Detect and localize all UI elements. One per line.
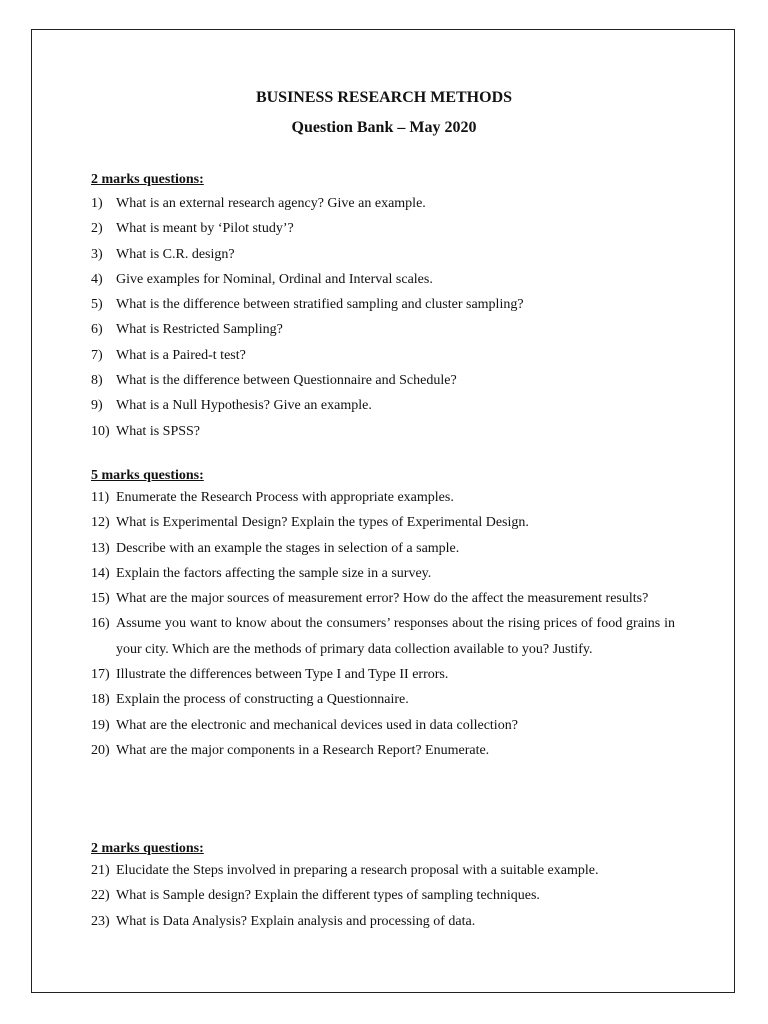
question-list — [91, 191, 675, 444]
section-heading: 2 marks questions: — [91, 841, 204, 856]
question-text: Assume you want to know about the consumers’ responses about the rising prices of food grains in your city. Which are the methods of primary data collection available to you? Justify. — [116, 616, 675, 657]
question-number: 8) — [91, 373, 103, 389]
question-item — [91, 485, 675, 510]
document-subtitle: Question Bank – May 2020 — [291, 119, 477, 136]
question-number: 2) — [91, 221, 103, 237]
question-number: 14) — [91, 565, 110, 581]
question-number: 20) — [91, 742, 110, 758]
question-item — [91, 909, 675, 934]
question-number: 6) — [91, 322, 103, 338]
question-item — [91, 662, 675, 687]
question-item — [91, 713, 675, 738]
question-number: 10) — [91, 423, 110, 439]
question-item — [91, 419, 675, 444]
question-text: What is SPSS? — [116, 423, 201, 439]
question-text: Describe with an example the stages in selection of a sample. — [116, 540, 460, 556]
question-number: 23) — [91, 913, 110, 929]
question-text: Elucidate the Steps involved in preparing a research proposal with a suitable example. — [116, 863, 599, 878]
question-number: 11) — [91, 490, 110, 505]
question-number: 3) — [91, 246, 103, 262]
question-item — [91, 343, 675, 368]
question-item — [91, 267, 675, 292]
question-number: 4) — [91, 271, 103, 287]
question-text: Explain the factors affecting the sample size in a survey. — [116, 565, 432, 581]
section-2-marks — [91, 171, 675, 444]
question-number: 12) — [91, 515, 110, 531]
question-number: 13) — [91, 540, 110, 556]
question-item — [91, 292, 675, 317]
section-2-marks-final — [91, 840, 675, 934]
question-text: What is an external research agency? Give an example. — [116, 196, 426, 211]
question-text: Enumerate the Research Process with appropriate examples. — [116, 490, 454, 505]
document-title: BUSINESS RESEARCH METHODS — [255, 89, 513, 106]
section-5-marks — [91, 467, 675, 763]
question-text: Explain the process of constructing a Questionnaire. — [116, 692, 409, 708]
question-item — [91, 738, 675, 763]
question-item — [91, 317, 675, 342]
question-text: What are the major sources of measurement error? How do the affect the measurement results? — [116, 591, 649, 607]
section-heading: 2 marks questions: — [91, 172, 204, 187]
question-number: 1) — [91, 196, 103, 211]
question-item — [91, 561, 675, 586]
question-text: What is a Null Hypothesis? Give an example. — [116, 398, 372, 414]
question-text: What is a Paired-t test? — [116, 347, 246, 363]
question-item — [91, 858, 675, 883]
question-item — [91, 536, 675, 561]
question-list — [91, 858, 675, 934]
question-number: 19) — [91, 717, 110, 733]
question-number: 7) — [91, 347, 103, 363]
question-item — [91, 368, 675, 393]
question-item — [91, 586, 675, 611]
question-item — [91, 510, 675, 535]
question-number: 5) — [91, 297, 103, 313]
question-item — [91, 611, 675, 662]
question-text: What is the difference between Questionnaire and Schedule? — [116, 373, 457, 389]
question-text: What is Experimental Design? Explain the types of Experimental Design. — [116, 515, 529, 531]
question-text: What is Restricted Sampling? — [116, 322, 283, 338]
question-text: What are the major components in a Research Report? Enumerate. — [116, 742, 490, 758]
question-text: What is the difference between stratified sampling and cluster sampling? — [116, 297, 524, 313]
question-item — [91, 393, 675, 418]
question-text: What is C.R. design? — [116, 246, 235, 262]
question-text: What is Sample design? Explain the different types of sampling techniques. — [116, 888, 540, 904]
question-number: 16) — [91, 616, 110, 632]
question-item — [91, 242, 675, 267]
section-heading: 5 marks questions: — [91, 468, 204, 483]
question-text: What are the electronic and mechanical devices used in data collection? — [116, 717, 518, 733]
question-number: 21) — [91, 863, 110, 878]
question-number: 22) — [91, 888, 110, 904]
question-list — [91, 485, 675, 763]
question-number: 18) — [91, 692, 110, 708]
question-number: 9) — [91, 398, 103, 414]
question-item — [91, 216, 675, 241]
question-item — [91, 687, 675, 712]
question-item — [91, 883, 675, 908]
question-text: Give examples for Nominal, Ordinal and Interval scales. — [116, 271, 433, 287]
question-text: What is Data Analysis? Explain analysis and processing of data. — [116, 913, 476, 929]
question-text: What is meant by ‘Pilot study’? — [116, 221, 294, 237]
question-number: 17) — [91, 667, 110, 683]
question-text: Illustrate the differences between Type I and Type II errors. — [116, 667, 449, 683]
question-item — [91, 191, 675, 216]
question-number: 15) — [91, 591, 110, 607]
